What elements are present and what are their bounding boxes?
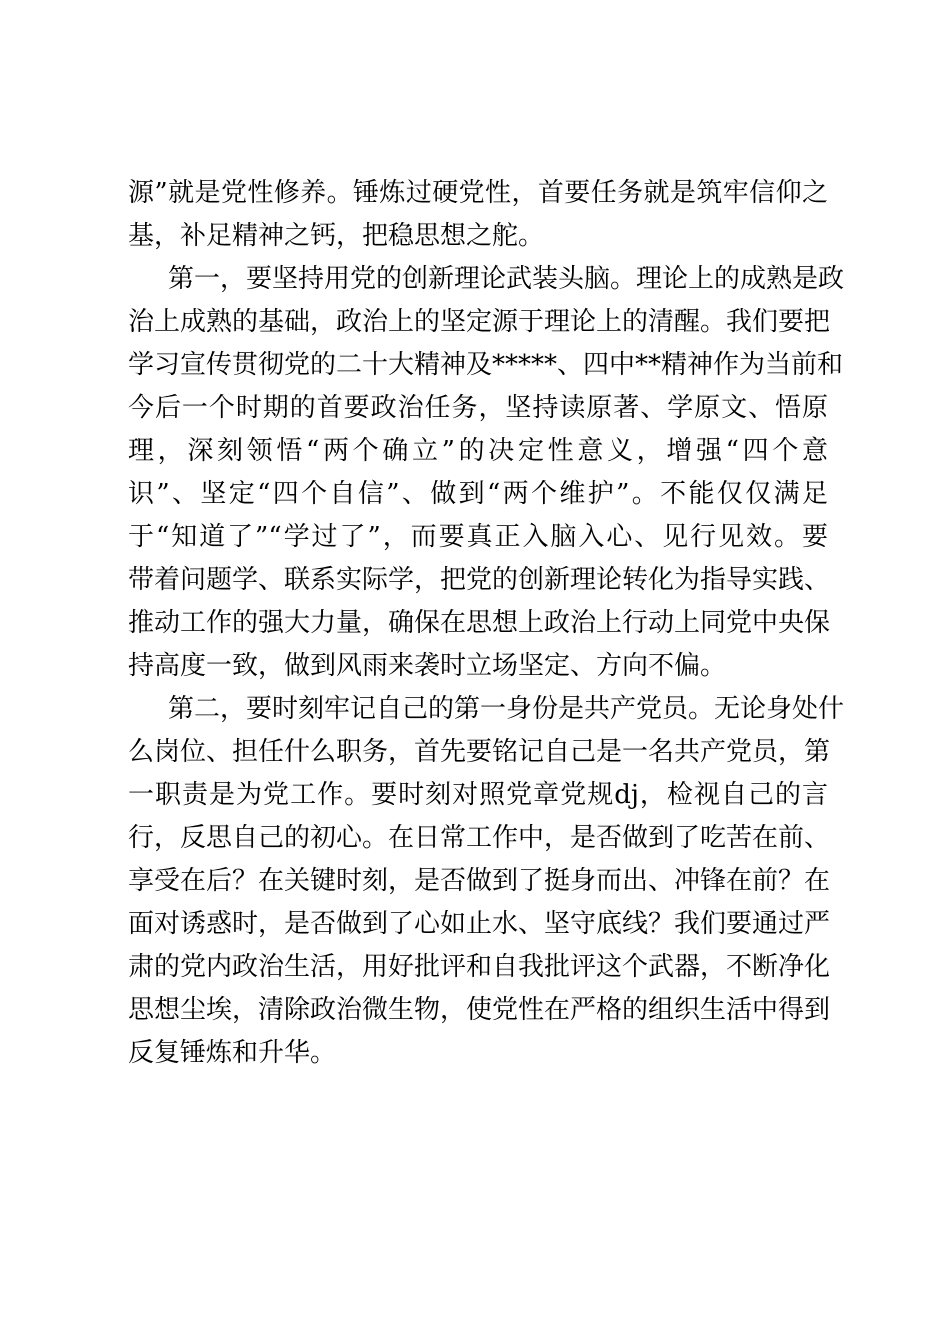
text-line: 思想尘埃，清除政治微生物，使党性在严格的组织生活中得到: [128, 995, 831, 1025]
text-line: 么岗位、担任什么职务，首先要铭记自己是一名共产党员，第: [128, 737, 831, 767]
paragraph-first-line: 第一，要坚持用党的创新理论武装头脑。理论上的成熟是政: [168, 264, 845, 294]
text-line: 带着问题学、联系实际学，把党的创新理论转化为指导实践、: [128, 565, 831, 595]
paragraph-first-line: 第二，要时刻牢记自己的第一身份是共产党员。无论身处什: [168, 694, 845, 724]
text-line: 治上成熟的基础，政治上的坚定源于理论上的清醒。我们要把: [128, 307, 831, 337]
text-line: 面对诱惑时，是否做到了心如止水、坚守底线？我们要通过严: [128, 909, 831, 939]
text-line: 行，反思自己的初心。在日常工作中，是否做到了吃苦在前、: [128, 823, 831, 853]
text-line: 肃的党内政治生活，用好批评和自我批评这个武器，不断净化: [128, 952, 831, 982]
text-line: 识”、坚定“四个自信”、做到“两个维护”。不能仅仅满足: [128, 479, 828, 509]
text-line: 源”就是党性修养。锤炼过硬党性，首要任务就是筑牢信仰之: [128, 178, 828, 208]
text-line: 基，补足精神之钙，把稳思想之舵。: [128, 221, 545, 251]
text-line: 反复锤炼和升华。: [128, 1038, 337, 1068]
text-line: 一职责是为党工作。要时刻对照党章党规dj，检视自己的言: [128, 780, 828, 810]
text-line: 推动工作的强大力量，确保在思想上政治上行动上同党中央保: [128, 608, 831, 638]
text-line: 于“知道了”“学过了”，而要真正入脑入心、见行见效。要: [128, 522, 828, 552]
text-line: 学习宣传贯彻党的二十大精神及*****、四中**精神作为当前和: [128, 350, 844, 380]
text-line: 持高度一致，做到风雨来袭时立场坚定、方向不偏。: [128, 651, 727, 681]
document-body: [128, 172, 845, 1075]
text-line: 今后一个时期的首要政治任务，坚持读原著、学原文、悟原: [128, 393, 828, 423]
text-line: 享受在后？在关键时刻，是否做到了挺身而出、冲锋在前？在: [128, 866, 831, 896]
text-line: 理，深刻领悟“两个确立”的决定性意义，增强“四个意: [128, 436, 828, 466]
